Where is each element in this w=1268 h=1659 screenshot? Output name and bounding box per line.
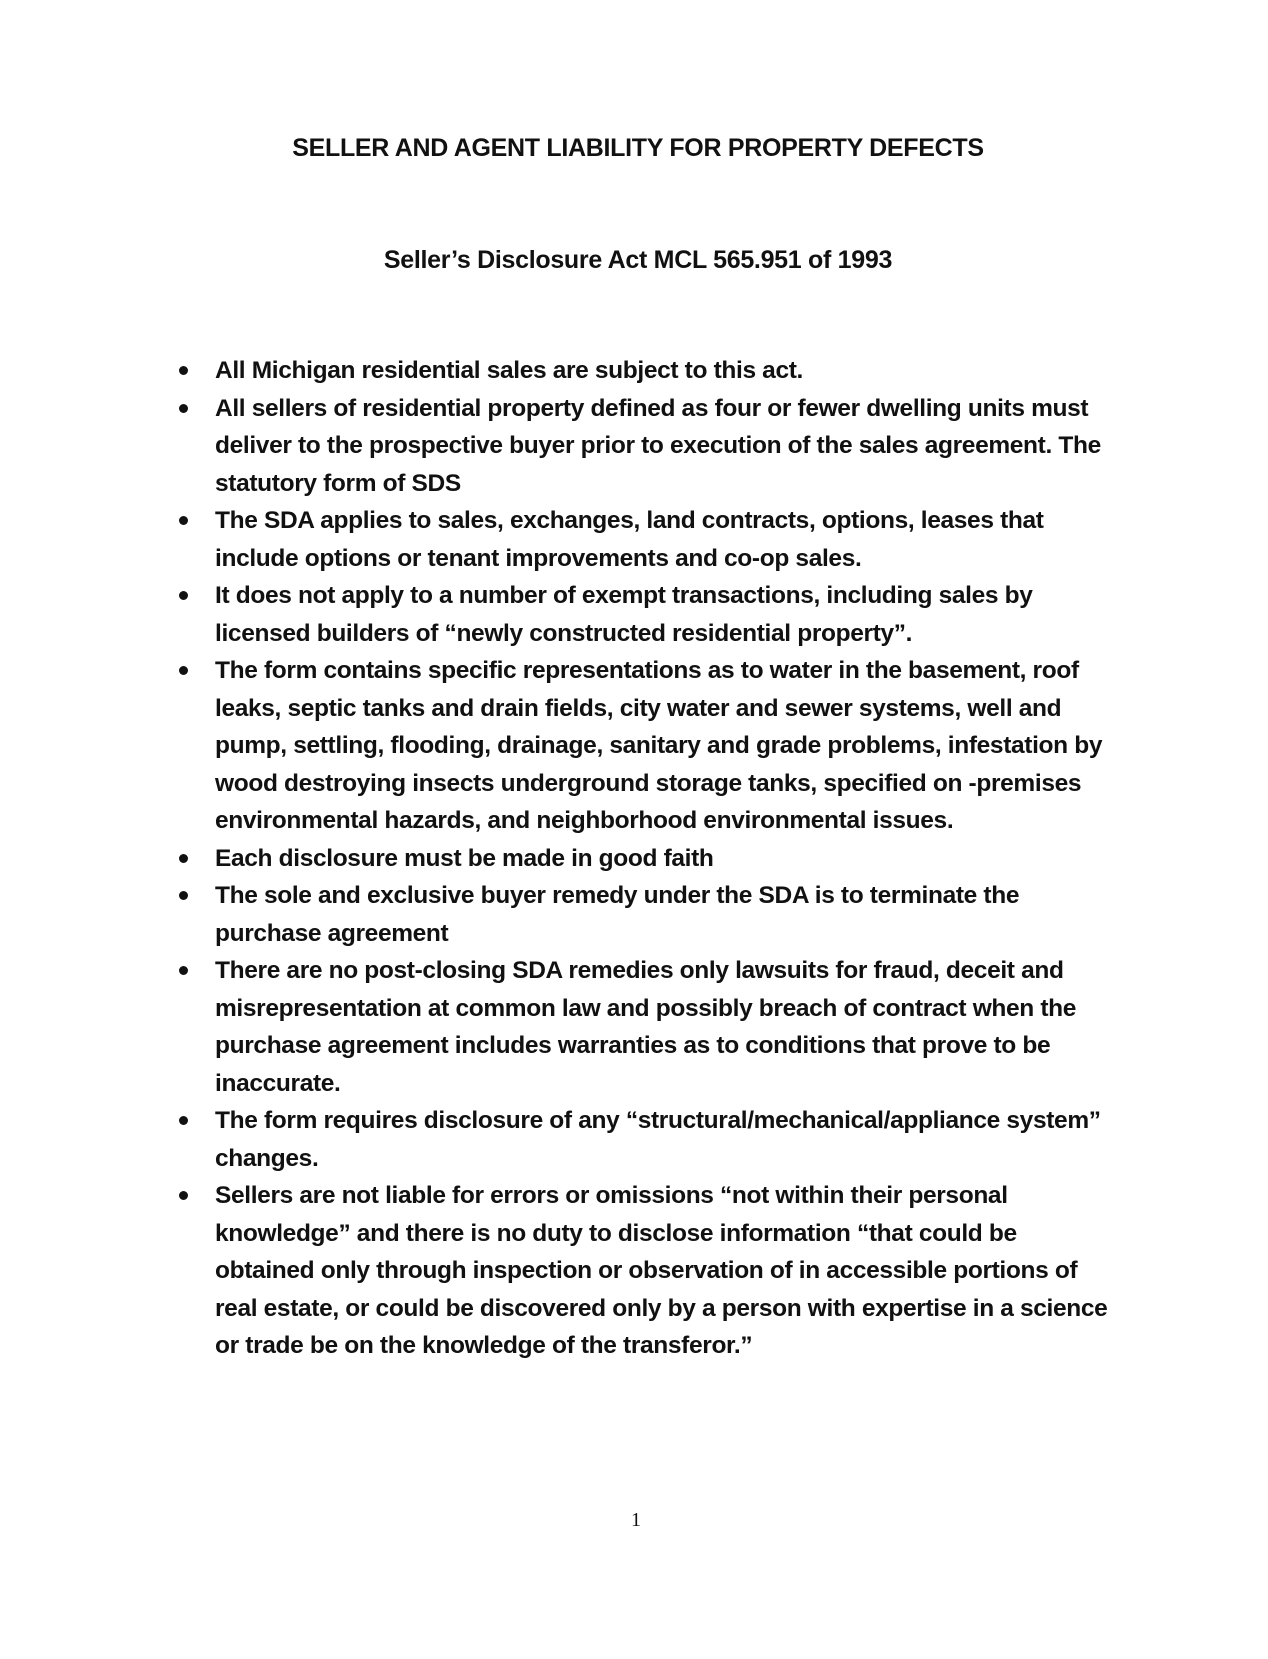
list-item — [0, 1102, 1268, 1177]
list-item-text: The form requires disclosure of any “structural/mechanical/appliance system” changes. — [215, 1107, 1101, 1172]
bullet-icon — [179, 1116, 188, 1125]
list-item — [0, 652, 1268, 840]
list-item-text: Sellers are not liable for errors or omissions “not within their personal knowledge” and there is no duty to disclose information “that could be obtained only through inspection or observation of in accessible portions of real estate, or could be discovered only by a person with expertise in a science or trade be on the knowledge of the transferor.” — [215, 1182, 1108, 1359]
list-item — [0, 952, 1268, 1102]
document-title: SELLER AND AGENT LIABILITY FOR PROPERTY DEFECTS — [292, 134, 984, 162]
bullet-icon — [179, 1191, 188, 1200]
bullet-icon — [179, 591, 188, 600]
list-item-text: All sellers of residential property defined as four or fewer dwelling units must deliver to the prospective buyer prior to execution of the sales agreement. The statutory form of SDS — [215, 394, 1101, 497]
list-item — [0, 1177, 1268, 1365]
list-item — [0, 390, 1268, 503]
list-item-text: There are no post-closing SDA remedies only lawsuits for fraud, deceit and misrepresentation at common law and possibly breach of contract when the purchase agreement includes warranties as to conditions that prove to be inaccurate. — [215, 957, 1077, 1097]
bullet-icon — [179, 891, 188, 900]
list-item — [0, 502, 1268, 577]
bullet-icon — [179, 666, 188, 675]
list-item — [0, 352, 1268, 390]
list-item-text: The SDA applies to sales, exchanges, land contracts, options, leases that include options or tenant improvements and co-op sales. — [215, 507, 1044, 572]
bullet-list — [0, 352, 1268, 1365]
document-subtitle: Seller’s Disclosure Act MCL 565.951 of 1993 — [383, 246, 893, 274]
bullet-icon — [179, 404, 188, 413]
list-item-text: It does not apply to a number of exempt transactions, including sales by licensed builders of “newly constructed residential property”. — [215, 582, 1033, 647]
bullet-icon — [179, 516, 188, 525]
bullet-icon — [179, 366, 188, 375]
list-item-text: The form contains specific representations as to water in the basement, roof leaks, septic tanks and drain fields, city water and sewer systems, well and pump, settling, flooding, drainage, sanitary and grade problems, infestation by wood destroying insects underground storage tanks, specified on -premises environmental hazards, and neighborhood environmental issues. — [215, 657, 1103, 834]
bullet-icon — [179, 966, 188, 975]
list-item — [0, 877, 1268, 952]
list-item-text: All Michigan residential sales are subject to this act. — [215, 357, 803, 384]
list-item — [0, 840, 1268, 878]
list-item-text: The sole and exclusive buyer remedy under the SDA is to terminate the purchase agreement — [215, 882, 1020, 947]
bullet-icon — [179, 854, 188, 863]
list-item — [0, 577, 1268, 652]
list-item-text: Each disclosure must be made in good faith — [215, 844, 714, 872]
page-number: 1 — [631, 1509, 641, 1531]
